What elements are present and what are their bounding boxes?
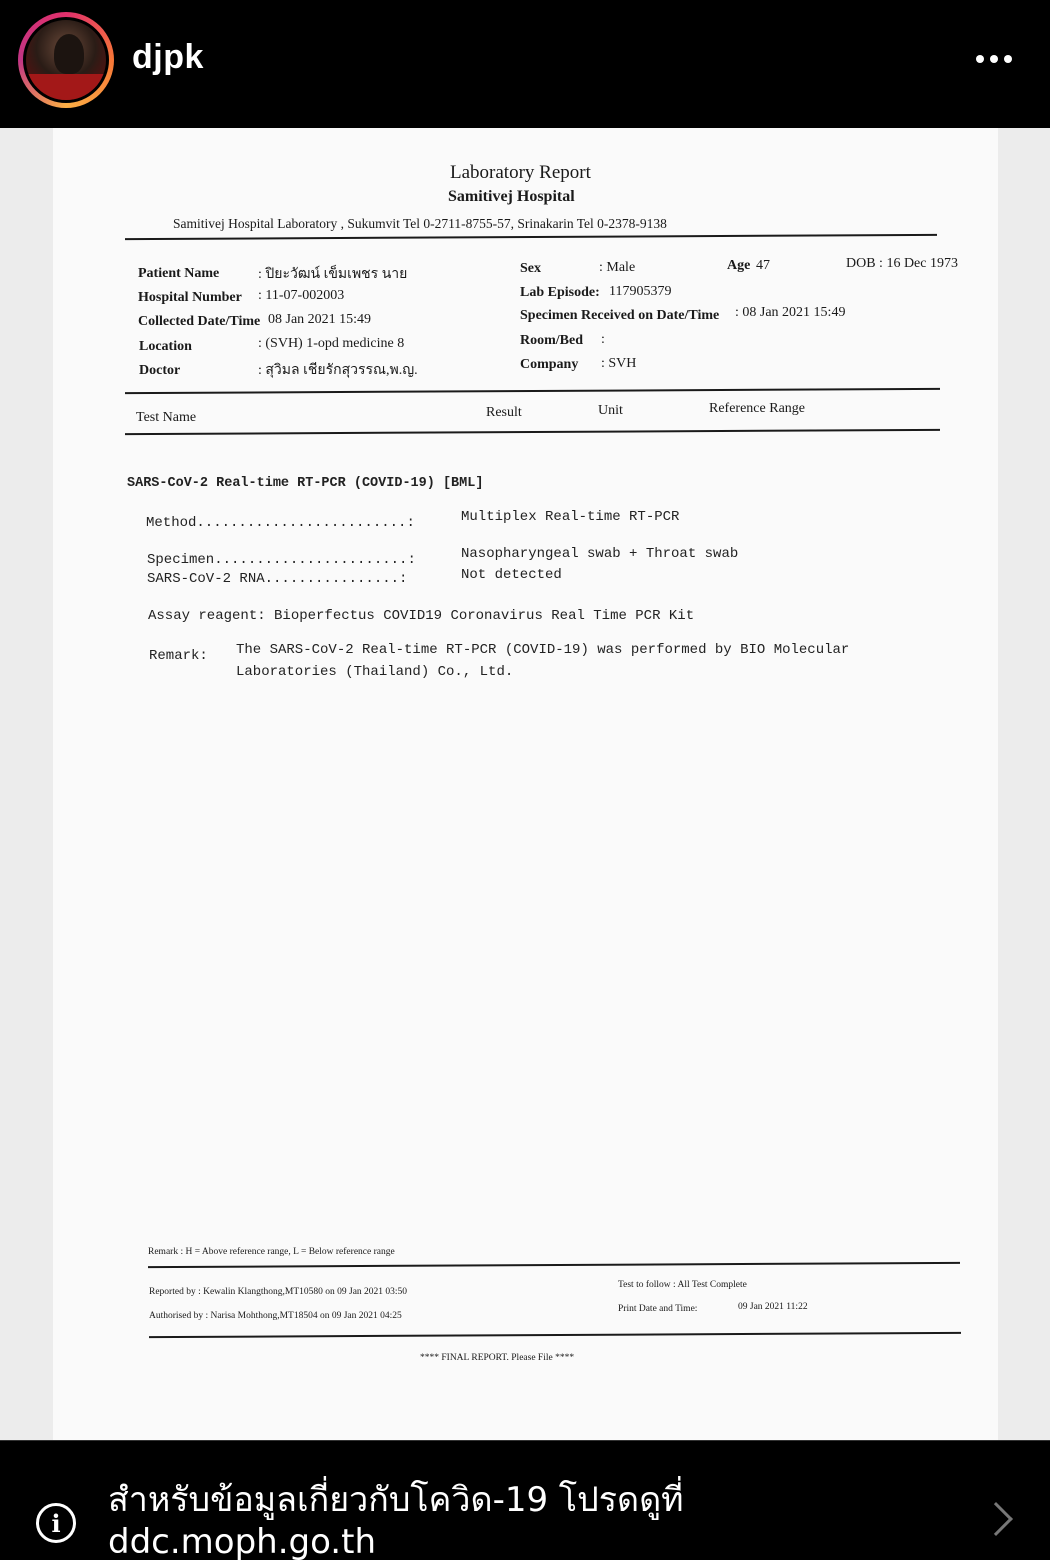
print-value: 09 Jan 2021 11:22 — [738, 1302, 808, 1312]
dot — [976, 55, 984, 63]
remark-line-1: The SARS-CoV-2 Real-time RT-PCR (COVID-19) was performed by BIO Molecular — [236, 642, 850, 658]
divider — [149, 1332, 961, 1338]
remark-label: Remark: — [149, 648, 208, 664]
age-value: 47 — [756, 258, 770, 273]
room-value: : — [601, 332, 605, 347]
print-label: Print Date and Time: — [618, 1304, 698, 1314]
hospital-number-label: Hospital Number — [138, 290, 242, 305]
lab-episode-value: 117905379 — [609, 284, 672, 299]
divider — [125, 429, 940, 435]
specimen-label: Specimen.......................: — [147, 552, 416, 568]
doctor-label: Doctor — [139, 363, 181, 378]
col-result: Result — [486, 405, 522, 420]
col-reference: Reference Range — [709, 401, 805, 416]
lab-report-document — [53, 128, 998, 1440]
banner-link[interactable]: ddc.moph.go.th — [108, 1522, 376, 1560]
avatar-car — [26, 74, 109, 100]
authorised-by: Authorised by : Narisa Mohthong,MT18504 on 09 Jan 2021 04:25 — [149, 1311, 402, 1321]
more-options-icon[interactable] — [970, 44, 1018, 74]
hospital-number-value: : 11-07-002003 — [258, 288, 345, 303]
col-unit: Unit — [598, 403, 623, 418]
col-test-name: Test Name — [136, 410, 197, 425]
method-label: Method.........................: — [146, 515, 415, 531]
reported-by: Reported by : Kewalin Klangthong,MT10580 on 09 Jan 2021 03:50 — [149, 1287, 408, 1297]
patient-name-value: : ปิยะวัฒน์ เข็มเพชร นาย — [258, 267, 408, 282]
divider — [148, 1262, 960, 1268]
test-heading: SARS-CoV-2 Real-time RT-PCR (COVID-19) [BML] — [127, 476, 484, 491]
dot — [990, 55, 998, 63]
banner-line-1: สำหรับข้อมูลเกี่ยวกับโควิด-19 โปรดดูที่ — [108, 1480, 684, 1520]
divider — [125, 234, 937, 240]
location-value: : (SVH) 1-opd medicine 8 — [258, 336, 405, 351]
covid-info-banner[interactable] — [0, 1440, 1050, 1560]
assay-reagent: Assay reagent: Bioperfectus COVID19 Coronavirus Real Time PCR Kit — [148, 608, 695, 624]
sex-label: Sex — [520, 261, 541, 276]
avatar-figure — [54, 34, 84, 74]
company-label: Company — [520, 357, 579, 372]
specimen-value: Nasopharyngeal swab + Throat swab — [461, 546, 739, 562]
age-label: Age — [727, 258, 751, 273]
sex-value: : Male — [599, 260, 636, 275]
received-label: Specimen Received on Date/Time — [520, 308, 720, 323]
post-header — [0, 0, 1050, 128]
banner-text[interactable] — [108, 1479, 684, 1560]
company-value: : SVH — [601, 356, 637, 371]
avatar[interactable] — [23, 17, 109, 103]
collected-label: Collected Date/Time — [138, 314, 261, 329]
lab-contact: Samitivej Hospital Laboratory , Sukumvit Tel 0-2711-8755-57, Srinakarin Tel 0-2378-9138 — [173, 216, 667, 231]
remark-line-2: Laboratories (Thailand) Co., Ltd. — [236, 664, 514, 680]
rna-label: SARS-CoV-2 RNA................: — [147, 571, 408, 587]
patient-name-label: Patient Name — [138, 266, 220, 281]
collected-value: 08 Jan 2021 15:49 — [268, 312, 372, 327]
dot — [1004, 55, 1012, 63]
hospital-name: Samitivej Hospital — [448, 188, 575, 205]
chevron-right-icon[interactable] — [979, 1502, 1013, 1536]
report-title: Laboratory Report — [450, 162, 591, 183]
story-ring[interactable] — [18, 12, 114, 108]
info-icon: i — [36, 1503, 76, 1543]
doctor-value: : สุวิมล เชียรักสุวรรณ,พ.ญ. — [258, 363, 418, 378]
post-photo[interactable] — [0, 128, 1050, 1440]
username[interactable]: djpk — [132, 38, 204, 76]
divider — [125, 388, 940, 394]
rna-result: Not detected — [461, 567, 562, 583]
lab-episode-label: Lab Episode: — [520, 285, 600, 300]
test-to-follow: Test to follow : All Test Complete — [618, 1280, 747, 1290]
dob: DOB : 16 Dec 1973 — [846, 256, 958, 271]
received-value: : 08 Jan 2021 15:49 — [735, 305, 846, 320]
range-legend: Remark : H = Above reference range, L = Below reference range — [148, 1247, 395, 1257]
location-label: Location — [139, 339, 192, 354]
method-value: Multiplex Real-time RT-PCR — [461, 509, 680, 525]
room-label: Room/Bed — [520, 333, 583, 348]
final-report-note: **** FINAL REPORT. Please File **** — [420, 1353, 575, 1363]
